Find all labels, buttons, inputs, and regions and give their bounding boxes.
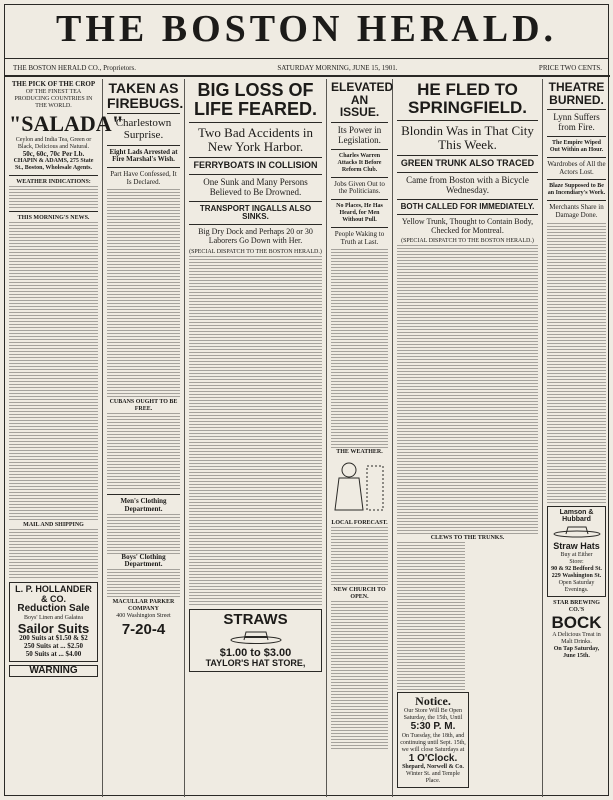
elevated-deck-2: Charles Warren Attacks It Before Reform Club. <box>337 152 382 173</box>
column-2 <box>103 79 185 797</box>
divider <box>331 122 388 123</box>
notice-time-1: 5:30 P. M. <box>410 721 456 733</box>
salada-brand: "SALADA" <box>9 110 124 136</box>
theatre-article-text <box>547 223 606 503</box>
mens-dept: Men's Clothing Department. <box>120 497 167 513</box>
theatre-deck-3: Wardrobes of All the Actors Lost. <box>547 159 606 176</box>
publisher: THE BOSTON HERALD CO., Proprietors. <box>13 64 136 72</box>
divider <box>107 145 180 146</box>
salada-price: 50c, 60c, 70c Per Lb. <box>22 149 85 158</box>
divider <box>189 224 322 225</box>
elevated-deck-4: No Places, He Has Heard, for Men Without Pull. <box>336 202 383 223</box>
straws-price: $1.00 to $3.00 <box>219 646 292 659</box>
column-1 <box>5 79 124 797</box>
loss-deck-3: One Sunk and Many Persons Believed to Be Drowned. <box>203 176 308 197</box>
loss-deck-2: FERRYBOATS IN COLLISION <box>193 160 318 171</box>
charlestown-deck: Charlestown Surprise. <box>115 117 172 142</box>
theatre-deck-2: The Empire Wiped Out Within an Hour. <box>549 139 604 153</box>
divider <box>107 494 180 495</box>
divider <box>331 227 388 228</box>
lamson-name: Lamson & Hubbard <box>559 508 594 524</box>
store-label: Store: <box>569 558 584 565</box>
issue-price: PRICE TWO CENTS. <box>538 64 602 72</box>
divider <box>107 167 180 168</box>
weather-indications-label: WEATHER INDICATIONS: <box>16 179 91 186</box>
church-text <box>331 601 388 751</box>
straw-hat-icon <box>229 628 283 644</box>
newspaper-title: THE BOSTON HERALD. <box>55 8 558 50</box>
taylor-hat-store: TAYLOR'S HAT STORE, <box>205 658 306 669</box>
notice-ad <box>397 692 469 788</box>
big-ad-number: 7-20-4 <box>121 621 166 639</box>
divider <box>9 211 98 212</box>
loss-deck-4: TRANSPORT INGALLS ALSO SINKS. <box>199 203 312 221</box>
dateline <box>5 61 610 77</box>
fled-deck-2: GREEN TRUNK ALSO TRACED <box>400 158 535 169</box>
theatre-deck-1: Lynn Suffers from Fire. <box>553 112 600 133</box>
divider <box>397 214 538 215</box>
boys-dept-text <box>107 569 180 599</box>
firebugs-deck-2: Part Have Confessed, It Is Declared. <box>110 169 177 186</box>
straw-hats-label: Straw Hats <box>553 541 600 552</box>
divider <box>107 113 180 114</box>
divider <box>547 200 606 201</box>
firebugs-headline: TAKEN AS FIREBUGS. <box>107 80 184 111</box>
mail-shipping-text <box>9 529 98 579</box>
divider <box>397 199 538 200</box>
bock-title: BOCK <box>551 612 602 632</box>
price-line-3: 50 Suits at ... $4.00 <box>25 649 82 658</box>
lamson-ad <box>547 506 606 597</box>
salada-ad-top: THE PICK OF THE CROP <box>11 80 96 88</box>
bock-date: On Tap Saturday, June 15th. <box>553 645 600 659</box>
bock-brewer: STAR BREWING CO.'S <box>553 599 600 613</box>
divider <box>331 177 388 178</box>
straws-title: STRAWS <box>223 610 288 628</box>
store-address-1: 90 & 92 Bedford St. <box>551 565 602 572</box>
divider <box>331 149 388 150</box>
theatre-deck-5: Merchants Share in Damage Done. <box>549 203 604 220</box>
loss-of-life-headline: BIG LOSS OF LIFE FEARED. <box>193 80 317 119</box>
column-6 <box>543 79 610 797</box>
macullar-address: 400 Washington Street <box>116 613 171 620</box>
clews-text <box>397 542 465 692</box>
elevated-deck-3: Jobs Given Out to the Politicians. <box>334 179 385 196</box>
news-index-text <box>9 222 98 522</box>
masthead <box>5 5 608 59</box>
firebugs-article-text <box>107 189 180 399</box>
forecast-text <box>331 527 388 587</box>
divider <box>547 136 606 137</box>
macullar-name: MACULLAR PARKER COMPANY <box>112 599 175 613</box>
mens-dept-text <box>107 514 180 554</box>
mail-shipping-label: MAIL AND SHIPPING <box>23 522 84 529</box>
theatre-headline: THEATRE BURNED. <box>548 80 605 107</box>
issue-date: SATURDAY MORNING, JUNE 15, 1901. <box>277 64 398 72</box>
divider <box>189 157 322 158</box>
divider <box>547 157 606 158</box>
bock-subtitle: A Delicious Treat in Malt Drinks. <box>552 631 601 645</box>
elevated-article-text <box>331 249 388 449</box>
notice-firm: Shepard, Norwell & Co. <box>402 764 464 771</box>
straw-hat-icon <box>552 524 602 538</box>
fled-deck-1: Blondin Was in That City This Week. <box>401 122 534 152</box>
fled-dispatch: (SPECIAL DISPATCH TO THE BOSTON HERALD.) <box>401 238 534 245</box>
divider <box>331 199 388 200</box>
fled-article-text <box>397 245 538 535</box>
hollander-ad <box>9 582 98 661</box>
open-label: Open Saturday Evenings. <box>558 579 595 593</box>
loss-deck-5: Big Dry Dock and Perhaps 20 or 30 Laborers Go Down with Her. <box>198 227 313 246</box>
divider <box>189 201 322 202</box>
divider <box>397 120 538 121</box>
loss-deck-1: Two Bad Accidents in New York Harbor. <box>198 124 313 155</box>
column-3 <box>185 79 327 797</box>
notice-title: Notice. <box>415 694 451 709</box>
hollander-sub: Boys' Linen and Galatea <box>24 614 83 621</box>
boys-dept: Boys' Clothing Department. <box>121 552 166 569</box>
straws-ad <box>189 609 322 672</box>
notice-line-1: Our Store Will Be Open Saturday, the 15th, Until <box>403 708 463 722</box>
cubans-text <box>107 413 180 491</box>
morning-news-label: THIS MORNING'S NEWS. <box>17 215 90 222</box>
store-address-2: 229 Washington St. <box>551 572 602 579</box>
columns <box>5 79 610 797</box>
fled-deck-4: BOTH CALLED FOR IMMEDIATELY. <box>400 201 535 211</box>
buy-label: Buy at Either <box>560 551 593 558</box>
fled-deck-3: Came from Boston with a Bicycle Wednesday. <box>406 174 529 195</box>
hollander-sale: Reduction Sale <box>17 603 90 615</box>
theatre-deck-4: Blaze Supposed to Be an Incendiary's Work. <box>547 183 606 197</box>
weather-text <box>9 186 98 208</box>
loss-dispatch: (SPECIAL DISPATCH TO THE BOSTON HERALD.) <box>189 248 322 255</box>
weather-figure-icon <box>331 456 387 516</box>
column-4 <box>327 79 393 797</box>
divider <box>397 172 538 173</box>
elevated-headline: ELEVATED AN ISSUE. <box>331 80 394 120</box>
salada-tea-line: Ceylon and India Tea, Green or Black, Delicious and Natural. <box>15 136 92 150</box>
divider <box>9 175 98 176</box>
notice-line-2: On Tuesday, the 18th, and continuing until Sept. 15th, we will close Saturdays at <box>400 732 466 753</box>
divider <box>547 179 606 180</box>
notice-time-2: 1 O'Clock. <box>408 752 458 764</box>
elevated-deck-5: People Waking to Truth at Last. <box>334 229 385 246</box>
newspaper-page <box>4 4 609 796</box>
price-line-1: 200 Suits at $1.50 & $2 <box>19 634 88 643</box>
price-line-2: 250 Suits at ... $2.50 <box>23 642 84 651</box>
divider <box>189 122 322 123</box>
salada-dealer: CHAPIN & ADAMS, 275 State St., Boston, Wholesale Agents. <box>13 158 94 172</box>
firebugs-deck-1: Eight Lads Arrested at Fire Marshal's Wish. <box>109 147 178 164</box>
divider <box>397 155 538 156</box>
sailor-suits: Sailor Suits <box>17 620 90 636</box>
local-forecast-label: LOCAL FORECAST. <box>331 520 388 527</box>
loss-article-text <box>189 256 322 606</box>
column-5 <box>393 79 543 797</box>
fled-deck-5: Yellow Trunk, Thought to Contain Body, Checked for Montreal. <box>401 216 534 235</box>
notice-firm-address: Winter St. and Temple Place. <box>406 771 460 785</box>
clews-headline: CLEWS TO THE TRUNKS. <box>430 535 505 542</box>
elevated-deck-1: Its Power in Legislation. <box>337 124 382 145</box>
weather-title: THE WEATHER. <box>336 449 383 456</box>
salada-ad-sub: OF THE FINEST TEA PRODUCING COUNTRIES IN THE WORLD. <box>14 88 93 109</box>
new-church-headline: NEW CHURCH TO OPEN. <box>333 587 386 601</box>
divider <box>189 174 322 175</box>
cubans-headline: CUBANS OUGHT TO BE FREE. <box>109 399 178 413</box>
divider <box>547 109 606 110</box>
fled-headline: HE FLED TO SPRINGFIELD. <box>407 80 527 117</box>
hollander-name: L. P. HOLLANDER & CO. <box>15 584 92 604</box>
warning-ad: WARNING <box>9 665 98 678</box>
